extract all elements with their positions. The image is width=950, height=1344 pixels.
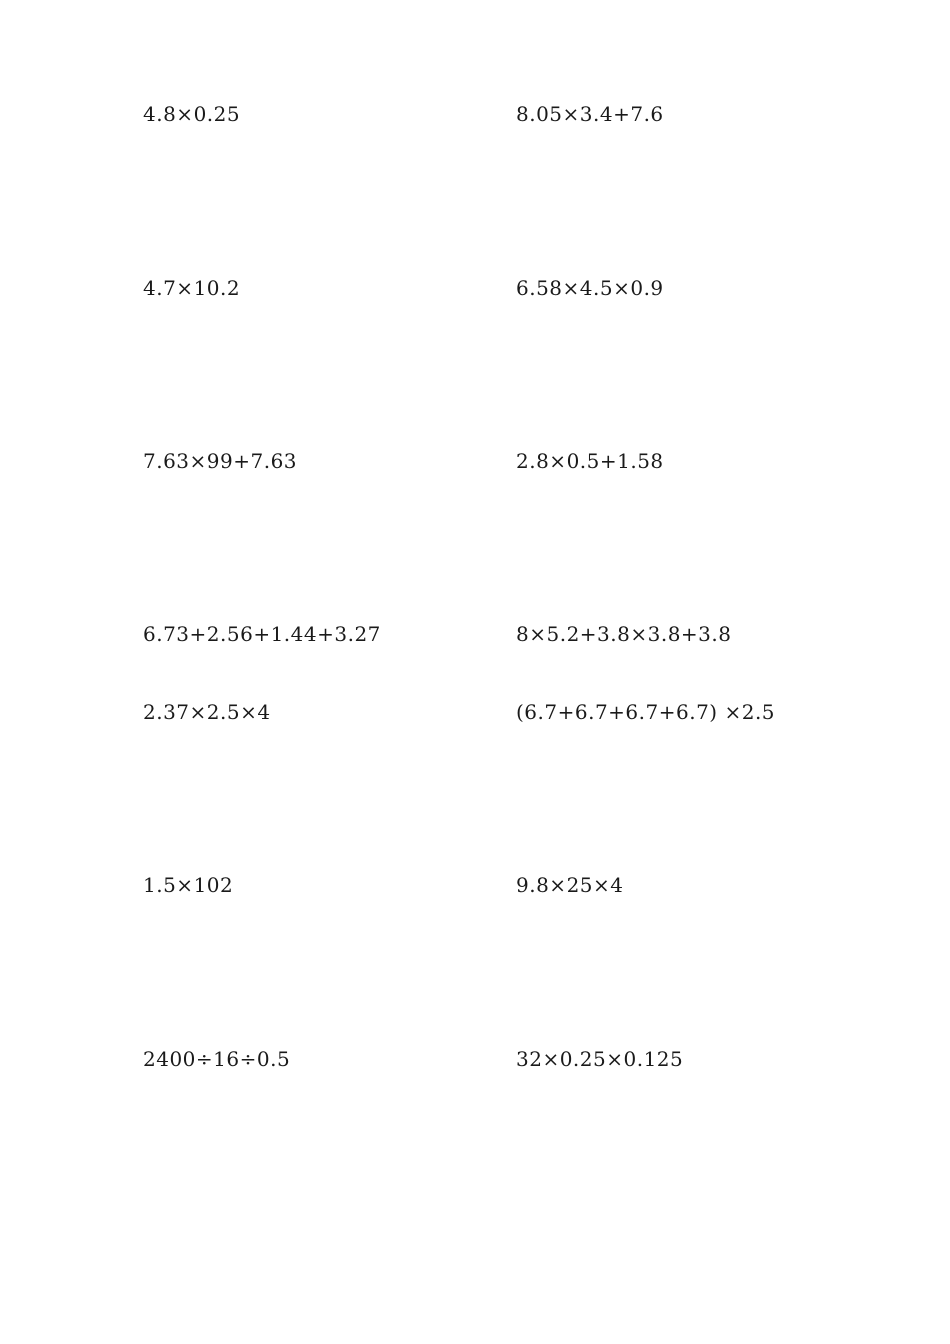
problem-1-left: 4.8×0.25 [143, 102, 241, 126]
problem-7-left: 2400÷16÷0.5 [143, 1047, 291, 1071]
problem-6-left: 1.5×102 [143, 873, 234, 897]
problem-4-right: 8×5.2+3.8×3.8+3.8 [516, 622, 732, 646]
problem-3-left: 7.63×99+7.63 [143, 449, 298, 473]
problem-2-left: 4.7×10.2 [143, 276, 241, 300]
problem-1-right: 8.05×3.4+7.6 [516, 102, 664, 126]
problem-3-right: 2.8×0.5+1.58 [516, 449, 664, 473]
problem-5-right: (6.7+6.7+6.7+6.7) ×2.5 [516, 700, 776, 724]
problem-5-left: 2.37×2.5×4 [143, 700, 271, 724]
problem-2-right: 6.58×4.5×0.9 [516, 276, 664, 300]
problem-4-left: 6.73+2.56+1.44+3.27 [143, 622, 381, 646]
problem-6-right: 9.8×25×4 [516, 873, 624, 897]
problem-7-right: 32×0.25×0.125 [516, 1047, 684, 1071]
